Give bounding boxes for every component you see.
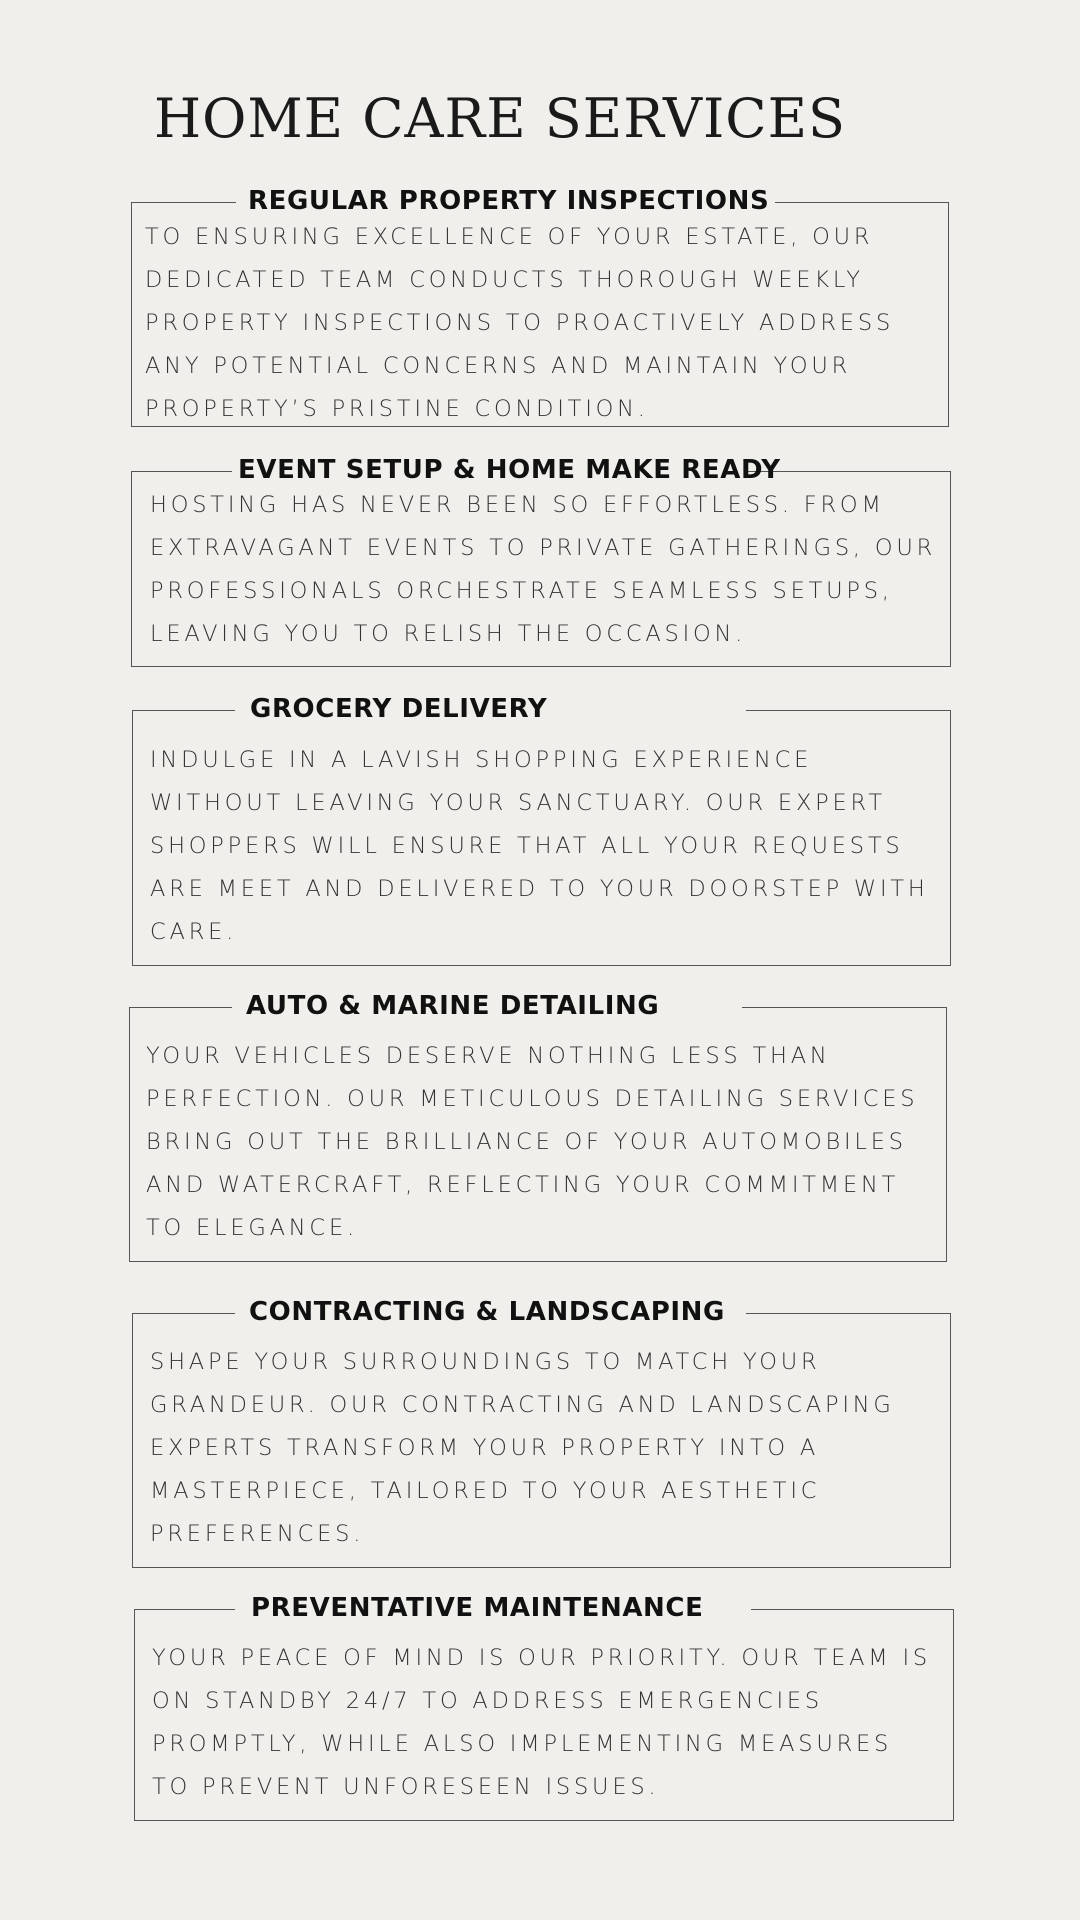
page-title: HOME CARE SERVICES (154, 87, 846, 150)
service-title: PREVENTATIVE MAINTENANCE (251, 1593, 704, 1623)
service-description: HOSTING HAS NEVER BEEN SO EFFORTLESS. FROM EXTRAVAGANT EVENTS TO PRIVATE GATHERINGS, OUR PROFESSIONALS ORCHESTRATE SEAMLESS SETUPS, LEAVING YOU TO RELISH THE OCCASION. (150, 492, 937, 647)
service-description: YOUR VEHICLES DESERVE NOTHING LESS THAN PERFECTION. OUR METICULOUS DETAILING SERVICES BRING OUT THE BRILLIANCE OF YOUR AUTOMOBILES AND WATERCRAFT, REFLECTING YOUR COMMITMENT TO ELEGANCE. (146, 1043, 919, 1241)
service-card-preventative-maintenance (134, 1593, 954, 1821)
card-top-border-right (746, 1313, 950, 1314)
service-title: EVENT SETUP & HOME MAKE READY (238, 455, 781, 485)
card-top-border-left (132, 471, 232, 472)
service-description: INDULGE IN A LAVISH SHOPPING EXPERIENCE WITHOUT LEAVING YOUR SANCTUARY. OUR EXPERT SHOPPERS WILL ENSURE THAT ALL YOUR REQUESTS ARE MEET AND DELIVERED TO YOUR DOORSTEP WITH CARE. (150, 747, 929, 945)
card-top-border-left (133, 1313, 235, 1314)
service-title: REGULAR PROPERTY INSPECTIONS (248, 186, 770, 216)
card-top-border-right (746, 710, 950, 711)
service-card-grocery-delivery (132, 694, 951, 966)
card-top-border-left (130, 1007, 232, 1008)
service-description: TO ENSURING EXCELLENCE OF YOUR ESTATE, OUR DEDICATED TEAM CONDUCTS THOROUGH WEEKLY PROPERTY INSPECTIONS TO PROACTIVELY ADDRESS ANY POTENTIAL CONCERNS AND MAINTAIN YOUR PROPERTY’S PRISTINE CONDITION. (145, 224, 895, 422)
card-top-border-left (135, 1609, 235, 1610)
card-top-border-right (775, 202, 948, 203)
service-card-property-inspections (131, 186, 949, 427)
service-title: AUTO & MARINE DETAILING (246, 991, 660, 1021)
service-title: GROCERY DELIVERY (250, 694, 548, 724)
service-card-event-setup (131, 455, 951, 667)
service-description: YOUR PEACE OF MIND IS OUR PRIORITY. OUR TEAM IS ON STANDBY 24/7 TO ADDRESS EMERGENCIES PROMPTLY, WHILE ALSO IMPLEMENTING MEASURES TO PREVENT UNFORESEEN ISSUES. (152, 1645, 931, 1800)
service-card-contracting-landscaping (132, 1297, 951, 1568)
service-title: CONTRACTING & LANDSCAPING (249, 1297, 725, 1327)
card-top-border-right (742, 1007, 946, 1008)
card-top-border-right (751, 1609, 953, 1610)
card-top-border-left (132, 202, 236, 203)
service-description: SHAPE YOUR SURROUNDINGS TO MATCH YOUR GRANDEUR. OUR CONTRACTING AND LANDSCAPING EXPERTS TRANSFORM YOUR PROPERTY INTO A MASTERPIECE, TAILORED TO YOUR AESTHETIC PREFERENCES. (150, 1349, 895, 1547)
card-top-border-left (133, 710, 235, 711)
service-card-auto-marine-detailing (129, 991, 947, 1262)
